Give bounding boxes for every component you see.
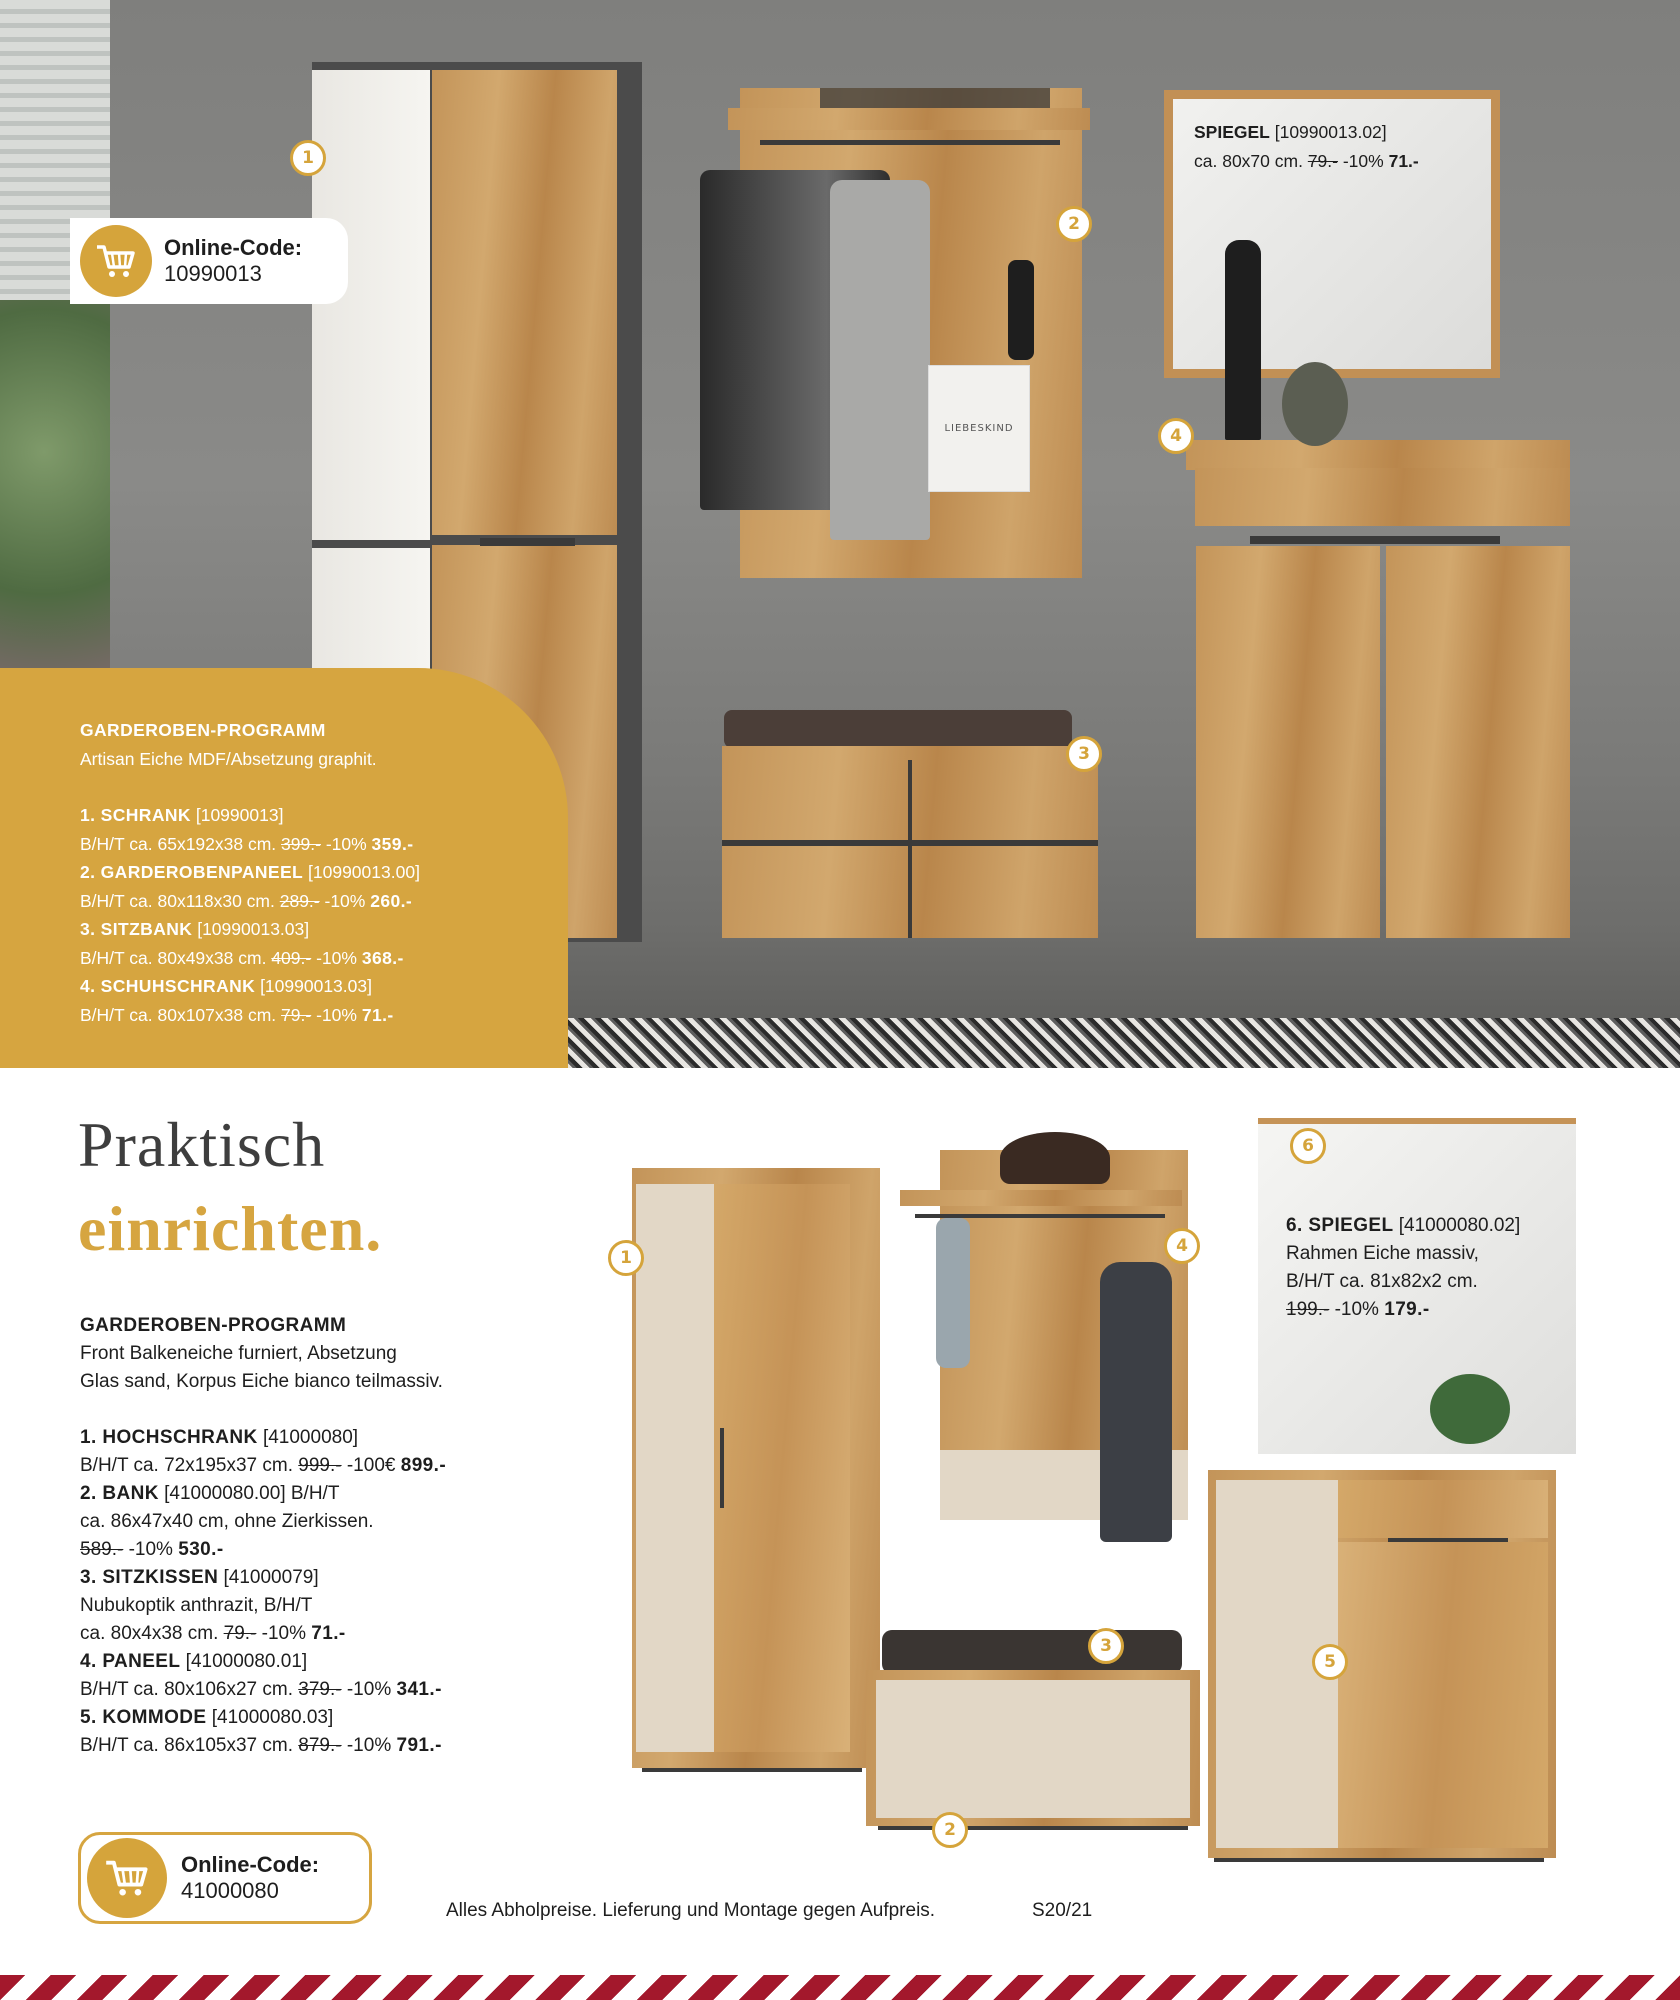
item-4-sku: [10990013.03]	[260, 976, 372, 996]
item-4-old: 79.-	[281, 1004, 312, 1025]
coat-rail	[760, 140, 1060, 145]
scarf	[936, 1218, 970, 1368]
cart-badge	[80, 225, 152, 297]
l-item-3-old: 79.-	[223, 1623, 257, 1644]
wardrobe-handle	[480, 538, 575, 546]
online-code-label: Online-Code:	[164, 235, 303, 260]
bench-cushion	[724, 710, 1072, 748]
l-badge-2: 2	[932, 1812, 968, 1848]
item-3-name: 3. SITZBANK	[80, 919, 193, 939]
panel-heading: GARDEROBEN-PROGRAMM	[80, 720, 326, 740]
furniture-bench	[866, 1630, 1200, 1850]
mirror-6-material: Rahmen Eiche massiv,	[1286, 1243, 1479, 1264]
item-2-name: 2. GARDEROBENPANEEL	[80, 862, 304, 882]
rug	[560, 1018, 1680, 1068]
mirror-6-price: 179.-	[1384, 1299, 1430, 1320]
l-item-3-disc: -10%	[261, 1623, 307, 1644]
cart-badge-bottom	[87, 1838, 167, 1918]
mirror-6-disc: -10%	[1334, 1299, 1379, 1320]
mirror-6-sku: [41000080.02]	[1398, 1215, 1521, 1236]
furniture-sideboard	[1208, 1470, 1556, 1858]
l-item-2-disc: -10%	[128, 1539, 173, 1560]
mirror-6-dims: B/H/T ca. 81x82x2 cm.	[1286, 1271, 1478, 1292]
mirror-6-old: 199.-	[1286, 1299, 1330, 1320]
badge-1: 1	[290, 140, 326, 176]
l-item-5-old: 879.-	[298, 1735, 342, 1756]
item-1-disc: -10%	[325, 833, 367, 854]
shoe-cabinet-door-left	[1196, 546, 1380, 938]
l-item-3-name: 3. SITZKISSEN	[80, 1567, 219, 1588]
mirror-sku: [10990013.02]	[1274, 122, 1387, 142]
l-item-5-sku: [41000080.03]	[211, 1707, 334, 1728]
l-item-4-old: 379.-	[298, 1679, 342, 1700]
item-3-sku: [10990013.03]	[197, 919, 310, 939]
wardrobe-door-right-top	[432, 70, 617, 535]
online-code-label-bottom: Online-Code:	[181, 1852, 320, 1877]
shopping-cart-icon	[95, 243, 137, 279]
l-item-5-dims: B/H/T ca. 86x105x37 cm.	[80, 1735, 293, 1756]
panel-shelf	[900, 1190, 1182, 1206]
l-item-1-old: 999.-	[298, 1455, 342, 1476]
l-item-3-price: 71.-	[311, 1623, 346, 1644]
online-code-card-bottom[interactable]	[78, 1832, 372, 1924]
plant	[1430, 1374, 1510, 1444]
l-badge-5: 5	[1312, 1644, 1348, 1680]
shoe-cabinet-top	[1186, 440, 1570, 470]
l-item-4-dims: B/H/T ca. 80x106x27 cm.	[80, 1679, 293, 1700]
umbrella	[1008, 260, 1034, 360]
item-3-dims: B/H/T ca. 80x49x38 cm.	[80, 947, 267, 968]
decorative-stripes	[0, 1975, 1680, 2000]
l-item-5-disc: -10%	[346, 1735, 392, 1756]
shopping-bag	[928, 365, 1030, 492]
l-item-4-name: 4. PANEEL	[80, 1651, 181, 1672]
l-badge-6: 6	[1290, 1128, 1326, 1164]
sculpture	[1225, 240, 1261, 440]
panel-inlay	[820, 88, 1050, 110]
l-item-1-sku: [41000080]	[262, 1427, 359, 1448]
item-2-disc: -10%	[324, 890, 366, 911]
coat-shelf	[728, 108, 1090, 130]
l-item-1-price: 899.-	[400, 1455, 447, 1476]
panel-subtitle: Artisan Eiche MDF/Absetzung graphit.	[80, 748, 377, 769]
shoe-cabinet-handle	[1250, 536, 1500, 544]
l-item-3-sku: [41000079]	[223, 1567, 319, 1588]
item-3-old: 409.-	[271, 947, 312, 968]
hat	[1000, 1132, 1110, 1184]
furniture-tall-cabinet	[632, 1168, 880, 1768]
item-2-dims: B/H/T ca. 80x118x30 cm.	[80, 890, 275, 911]
wardrobe-door-left-top	[312, 70, 430, 540]
l-item-1-dims: B/H/T ca. 72x195x37 cm.	[80, 1455, 293, 1476]
sideboard-legs	[1214, 1858, 1544, 1862]
mirror-dims: ca. 80x70 cm.	[1194, 151, 1303, 171]
shoe-cabinet-drawer	[1195, 468, 1570, 526]
l-item-2-old: 589.-	[80, 1539, 124, 1560]
item-4-price: 71.-	[361, 1004, 394, 1025]
item-2-price: 260.-	[370, 890, 413, 911]
item-4-dims: B/H/T ca. 80x107x38 cm.	[80, 1004, 277, 1025]
item-3-price: 368.-	[361, 947, 404, 968]
bench-divider-v	[908, 760, 912, 938]
item-3-disc: -10%	[316, 947, 357, 968]
product-info-text	[80, 716, 560, 1029]
lower-desc-2: Glas sand, Korpus Eiche bianco teilmassiv.	[80, 1371, 443, 1392]
lower-desc-1: Front Balkeneiche furniert, Absetzung	[80, 1343, 397, 1364]
l-badge-3: 3	[1088, 1628, 1124, 1664]
l-item-4-disc: -10%	[346, 1679, 392, 1700]
mirror-title: SPIEGEL	[1194, 122, 1270, 142]
item-1-old: 399.-	[281, 833, 321, 854]
item-2-old: 289.-	[279, 890, 320, 911]
l-item-2-name: 2. BANK	[80, 1483, 159, 1504]
shopping-cart-icon	[104, 1858, 150, 1898]
l-badge-4: 4	[1164, 1228, 1200, 1264]
l-item-1-name: 1. HOCHSCHRANK	[80, 1427, 258, 1448]
l-item-2-dims: ca. 86x47x40 cm, ohne Zierkissen.	[80, 1511, 374, 1532]
item-1-name: 1. SCHRANK	[80, 805, 191, 825]
l-item-2-price: 530.-	[178, 1539, 224, 1560]
l-item-4-sku: [41000080.01]	[185, 1651, 308, 1672]
lower-product-text	[80, 1312, 590, 1760]
mirror-6-caption	[1286, 1212, 1556, 1324]
vase	[1282, 362, 1348, 446]
l-item-4-price: 341.-	[396, 1679, 442, 1700]
item-1-dims: B/H/T ca. 65x192x38 cm.	[80, 833, 277, 854]
item-4-disc: -10%	[316, 1004, 357, 1025]
mirror-caption	[1194, 118, 1484, 176]
online-code-card-top[interactable]	[70, 218, 348, 304]
bag-brand: LIEBESKIND	[944, 423, 1014, 434]
l-item-3-desc: Nubukoptik anthrazit, B/H/T	[80, 1595, 313, 1616]
item-2-sku: [10990013.00]	[308, 862, 420, 882]
online-code-value: 10990013	[164, 261, 262, 286]
l-item-5-name: 5. KOMMODE	[80, 1707, 207, 1728]
item-4-name: 4. SCHUHSCHRANK	[80, 976, 256, 996]
item-1-price: 359.-	[371, 833, 414, 854]
item-1-sku: [10990013]	[195, 805, 284, 825]
l-item-2-sku: [41000080.00] B/H/T	[164, 1483, 340, 1504]
footer-note: Alles Abholpreise. Lieferung und Montage gegen Aufpreis.	[446, 1900, 936, 1921]
l-item-1-disc: -100€	[346, 1455, 396, 1476]
l-item-3-dims: ca. 80x4x38 cm.	[80, 1623, 219, 1644]
shoe-cabinet-door-right	[1386, 546, 1570, 938]
badge-3: 3	[1066, 736, 1102, 772]
tall-cabinet-legs	[642, 1768, 862, 1772]
mirror-old-price: 79.-	[1307, 151, 1338, 171]
headline-einrichten: einrichten.	[78, 1193, 383, 1264]
mirror-price: 71.-	[1388, 151, 1419, 171]
mirror-discount: -10%	[1342, 151, 1384, 171]
garden-view	[0, 300, 110, 680]
product-info-panel	[0, 668, 568, 1068]
jacket	[1100, 1262, 1172, 1542]
l-item-5-price: 791.-	[396, 1735, 442, 1756]
headline-praktisch: Praktisch	[78, 1109, 326, 1180]
badge-4: 4	[1158, 418, 1194, 454]
coat-grey	[830, 180, 930, 540]
l-badge-1: 1	[608, 1240, 644, 1276]
lower-heading: GARDEROBEN-PROGRAMM	[80, 1315, 347, 1336]
page-number: S20/21	[1032, 1900, 1093, 1921]
badge-2: 2	[1056, 206, 1092, 242]
online-code-value-bottom: 41000080	[181, 1878, 279, 1903]
mirror-6-name: 6. SPIEGEL	[1286, 1215, 1394, 1236]
